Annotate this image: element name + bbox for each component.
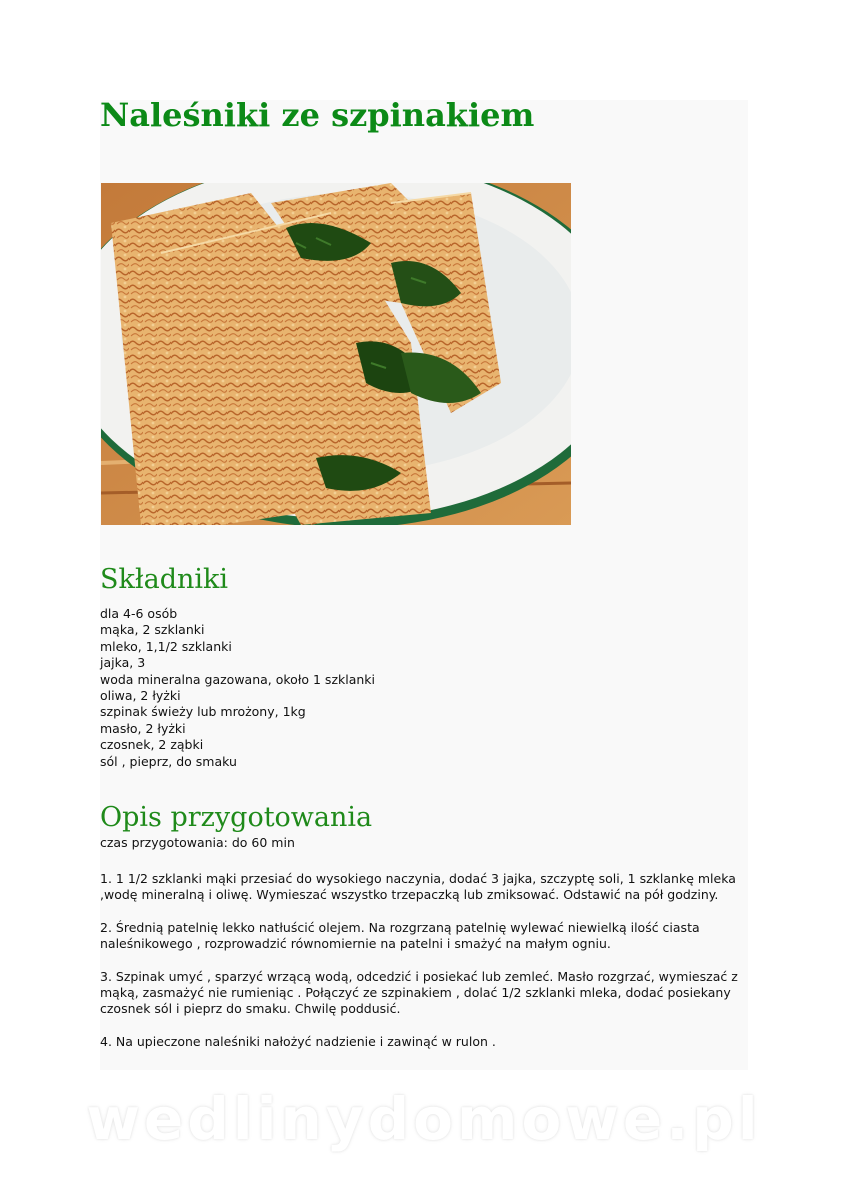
list-item: masło, 2 łyżki bbox=[100, 720, 186, 736]
step-text: 1. 1 1/2 szklanki mąki przesiać do wysokiego naczynia, dodać 3 jajka, szczyptę soli, 1 szklankę mleka ,wodę mineralną i oliwę. Wymieszać wszystko trzepaczką lub zmiksować. Odstawić na pół godziny. bbox=[100, 871, 736, 903]
preparation-time: czas przygotowania: do 60 min bbox=[100, 835, 295, 850]
list-item: mleko, 1,1/2 szklanki bbox=[100, 638, 232, 654]
list-item: woda mineralna gazowana, około 1 szklanki bbox=[100, 671, 376, 687]
list-item: sól , pieprz, do smaku bbox=[100, 753, 237, 769]
ingredients-list bbox=[100, 606, 375, 770]
step-text: 4. Na upieczone naleśniki nałożyć nadzienie i zawinąć w rulon . bbox=[100, 1033, 496, 1049]
recipe-photo bbox=[101, 183, 571, 525]
list-item: jajka, 3 bbox=[100, 655, 146, 671]
ingredients-heading: Składniki bbox=[100, 564, 229, 595]
list-item: mąka, 2 szklanki bbox=[100, 622, 205, 638]
list-item: dla 4-6 osób bbox=[100, 606, 178, 621]
preparation-heading: Opis przygotowania bbox=[100, 802, 373, 833]
step-text: 2. Średnią patelnię lekko natłuścić olejem. Na rozgrzaną patelnię wylewać niewielką ilość ciasta naleśnikowego , rozprowadzić równomiernie na patelni i smażyć na małym ogniu. bbox=[100, 919, 700, 952]
list-item: oliwa, 2 łyżki bbox=[100, 688, 181, 704]
watermark: wedlinydomowe.pl bbox=[86, 1085, 762, 1153]
list-item: szpinak świeży lub mrożony, 1kg bbox=[100, 704, 306, 720]
step-text: 3. Szpinak umyć , sparzyć wrzącą wodą, odcedzić i posiekać lub zemleć. Masło rozgrzać, wymieszać z mąką, zasmażyć nie rumieniąc . Połączyć ze szpinakiem , dolać 1/2 szklanki mleka, dodać posiekany czosnek sól i pieprz do smaku. Chwilę poddusić. bbox=[100, 968, 738, 1017]
list-item: czosnek, 2 ząbki bbox=[100, 737, 204, 753]
recipe-title: Naleśniki ze szpinakiem bbox=[100, 96, 535, 134]
preparation-steps bbox=[100, 871, 740, 1066]
